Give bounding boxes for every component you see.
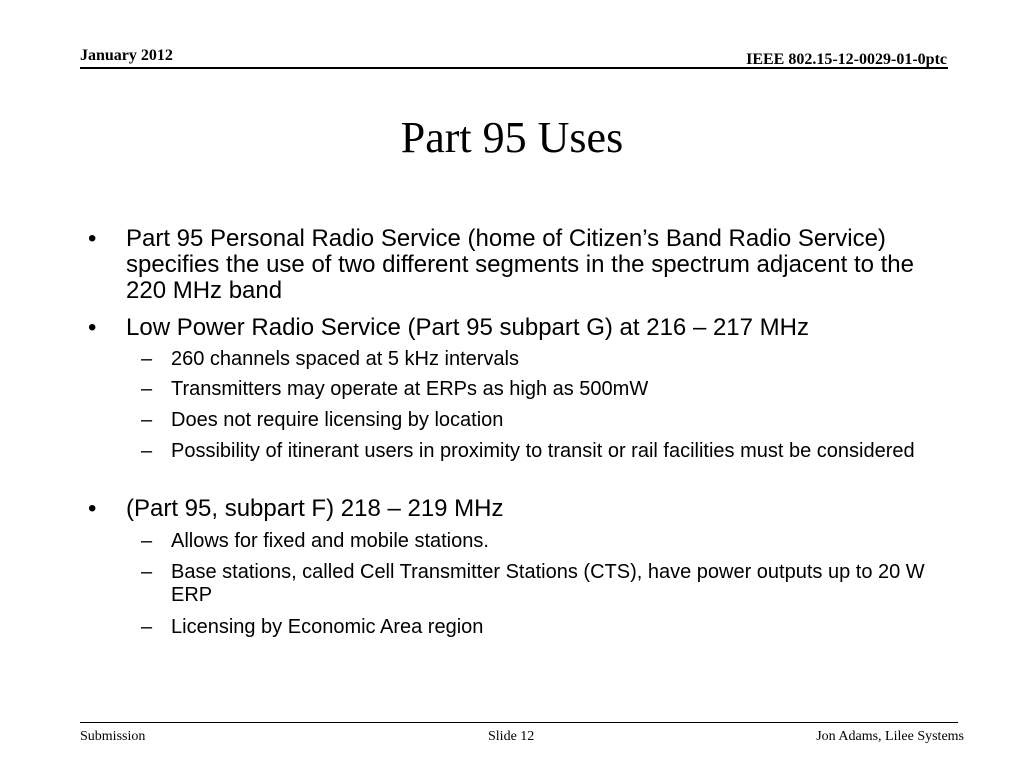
bullet-marker: • (88, 495, 97, 522)
sub-bullet-text: Licensing by Economic Area region (171, 616, 484, 638)
header-document-id: IEEE 802.15-12-0029-01-0ptc (746, 51, 947, 68)
bullet-item (88, 225, 946, 304)
dash-marker: – (141, 409, 153, 431)
sub-bullet-text: Transmitters may operate at ERPs as high as 500mW (171, 378, 649, 400)
sub-bullet-item (141, 378, 951, 401)
footer-slide-number: Slide 12 (488, 729, 535, 744)
sub-bullet-item (141, 348, 951, 371)
footer-author: Jon Adams, Lilee Systems (816, 729, 964, 744)
dash-marker: – (141, 561, 153, 583)
sub-bullet-item (141, 409, 951, 432)
sub-bullet-text: Base stations, called Cell Transmitter Stations (CTS), have power outputs up to 20 W ERP (171, 561, 925, 606)
sub-bullet-item (141, 530, 951, 553)
dash-marker: – (141, 378, 153, 400)
sub-bullet-text: Allows for fixed and mobile stations. (171, 530, 489, 552)
sub-bullet-text: 260 channels spaced at 5 kHz intervals (171, 348, 519, 370)
footer-submission: Submission (80, 729, 146, 744)
bullet-item (88, 314, 946, 341)
slide-title: Part 95 Uses (400, 113, 624, 162)
dash-marker: – (141, 440, 153, 462)
bullet-marker: • (88, 314, 97, 341)
bullet-text: (Part 95, subpart F) 218 – 219 MHz (126, 495, 504, 522)
sub-bullet-item (141, 440, 951, 463)
sub-bullet-item (141, 616, 951, 639)
bullet-marker: • (88, 225, 97, 252)
dash-marker: – (141, 348, 153, 370)
bullet-item (88, 495, 946, 522)
sub-bullet-text: Possibility of itinerant users in proximity to transit or rail facilities must be considered (171, 440, 915, 462)
dash-marker: – (141, 530, 153, 552)
dash-marker: – (141, 616, 153, 638)
bullet-text: Low Power Radio Service (Part 95 subpart G) at 216 – 217 MHz (126, 314, 809, 341)
header-date: January 2012 (80, 47, 173, 64)
sub-bullet-item (141, 561, 951, 607)
footer-rule (80, 722, 958, 723)
sub-bullet-text: Does not require licensing by location (171, 409, 504, 431)
bullet-text: Part 95 Personal Radio Service (home of Citizen’s Band Radio Service) specifies the use of two different segments in the spectrum adjacent to the 220 MHz band (126, 225, 915, 304)
